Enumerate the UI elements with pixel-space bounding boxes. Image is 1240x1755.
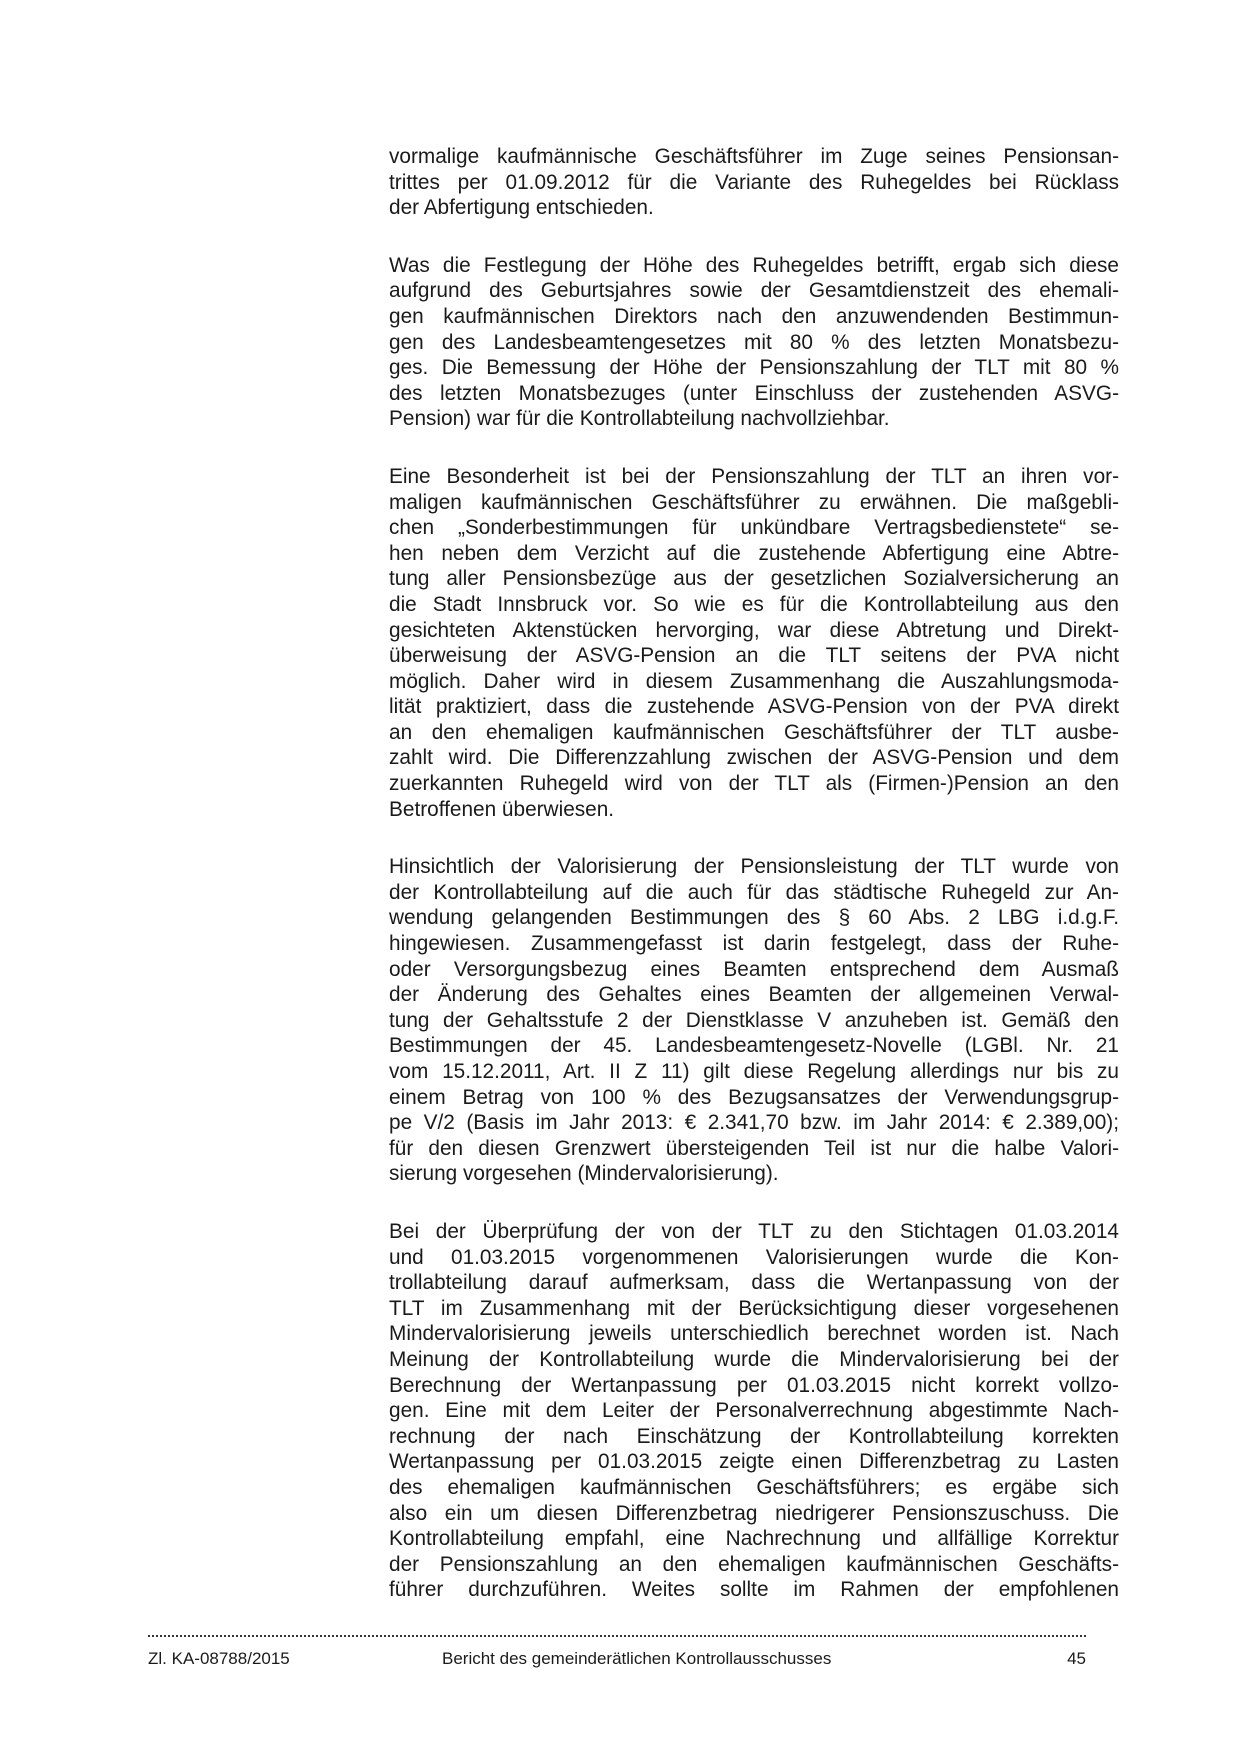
text-line: TLT im Zusammenhang mit der Berücksichtigung dieser vorgesehenen	[389, 1296, 1119, 1320]
text-line: tung der Gehaltsstufe 2 der Dienstklasse V anzuheben ist. Gemäß den	[389, 1008, 1119, 1032]
text-line: an den ehemaligen kaufmännischen Geschäftsführer der TLT ausbe-	[389, 720, 1119, 744]
text-line: ges. Die Bemessung der Höhe der Pensionszahlung der TLT mit 80 %	[389, 356, 1119, 380]
text-line: aufgrund des Geburtsjahres sowie der Gesamtdienstzeit des ehemali-	[389, 279, 1119, 303]
text-line: zahlt wird. Die Differenzzahlung zwischen der ASVG-Pension und dem	[389, 746, 1119, 770]
text-line: chen „Sonderbestimmungen für unkündbare Vertragsbedienstete“ se-	[389, 516, 1119, 540]
text-line: die Stadt Innsbruck vor. So wie es für die Kontrollabteilung aus den	[389, 592, 1119, 616]
document-reference: Zl. KA-08788/2015	[148, 1649, 290, 1668]
page-footer	[148, 1648, 1086, 1672]
footer-divider	[148, 1635, 1086, 1637]
text-line: Meinung der Kontrollabteilung wurde die Mindervalorisierung bei der	[389, 1347, 1119, 1371]
text-line: rechnung der nach Einschätzung der Kontrollabteilung korrekten	[389, 1424, 1119, 1448]
text-line: einem Betrag von 100 % des Bezugsansatzes der Verwendungsgrup-	[389, 1085, 1119, 1109]
text-line: für den diesen Grenzwert übersteigenden Teil ist nur die halbe Valori-	[389, 1136, 1119, 1160]
text-line: möglich. Daher wird in diesem Zusammenhang die Auszahlungsmoda-	[389, 669, 1119, 693]
text-line: Hinsichtlich der Valorisierung der Pensionsleistung der TLT wurde von	[389, 855, 1119, 879]
text-line: gen kaufmännischen Direktors nach den anzuwendenden Bestimmun-	[389, 304, 1119, 328]
text-line: Kontrollabteilung empfahl, eine Nachrechnung und allfällige Korrektur	[389, 1527, 1119, 1551]
text-line: der Kontrollabteilung auf die auch für das städtische Ruhegeld zur An-	[389, 880, 1119, 904]
text-line: und 01.03.2015 vorgenommenen Valorisierungen wurde die Kon-	[389, 1245, 1119, 1269]
text-line: Wertanpassung per 01.03.2015 zeigte einen Differenzbetrag zu Lasten	[389, 1450, 1119, 1474]
paragraph	[389, 253, 1119, 432]
text-line: sierung vorgesehen (Mindervalorisierung).	[389, 1162, 779, 1186]
text-line: des ehemaligen kaufmännischen Geschäftsführers; es ergäbe sich	[389, 1475, 1119, 1499]
text-line: der Pensionszahlung an den ehemaligen kaufmännischen Geschäfts-	[389, 1552, 1119, 1576]
text-line: hen neben dem Verzicht auf die zustehende Abfertigung eine Abtre-	[389, 541, 1119, 565]
text-line: Mindervalorisierung jeweils unterschiedlich berechnet worden ist. Nach	[389, 1322, 1119, 1346]
paragraph	[389, 1219, 1119, 1603]
text-line: zuerkannten Ruhegeld wird von der TLT als (Firmen-)Pension an den	[389, 772, 1119, 796]
text-line: pe V/2 (Basis im Jahr 2013: € 2.341,70 bzw. im Jahr 2014: € 2.389,00);	[389, 1111, 1119, 1135]
text-line: überweisung der ASVG-Pension an die TLT seitens der PVA nicht	[389, 644, 1119, 668]
text-line: führer durchzuführen. Weites sollte im Rahmen der empfohlenen	[389, 1578, 1119, 1602]
page-number: 45	[1067, 1649, 1086, 1668]
text-line: Betroffenen überwiesen.	[389, 797, 615, 821]
text-line: oder Versorgungsbezug eines Beamten entsprechend dem Ausmaß	[389, 957, 1119, 981]
body-text	[389, 144, 1119, 1635]
text-line: Was die Festlegung der Höhe des Ruhegeldes betrifft, ergab sich diese	[389, 253, 1119, 277]
text-line: lität praktiziert, dass die zustehende ASVG-Pension von der PVA direkt	[389, 695, 1119, 719]
text-line: vom 15.12.2011, Art. II Z 11) gilt diese Regelung allerdings nur bis zu	[389, 1060, 1119, 1083]
text-line: der Abfertigung entschieden.	[389, 196, 654, 220]
text-line: vormalige kaufmännische Geschäftsführer im Zuge seines Pensionsan-	[389, 145, 1119, 168]
text-line: gen des Landesbeamtengesetzes mit 80 % des letzten Monatsbezu-	[389, 330, 1119, 354]
text-line: Pension) war für die Kontrollabteilung nachvollziehbar.	[389, 407, 890, 431]
text-line: tung aller Pensionsbezüge aus der gesetzlichen Sozialversicherung an	[389, 567, 1119, 591]
paragraph	[389, 144, 1119, 221]
text-line: Eine Besonderheit ist bei der Pensionszahlung der TLT an ihren vor-	[389, 464, 1119, 488]
paragraph	[389, 854, 1119, 1187]
paragraph	[389, 464, 1119, 822]
text-line: gen. Eine mit dem Leiter der Personalverrechnung abgestimmte Nach-	[389, 1399, 1119, 1423]
text-line: der Änderung des Gehaltes eines Beamten der allgemeinen Verwal-	[389, 983, 1119, 1007]
text-line: des letzten Monatsbezuges (unter Einschluss der zustehenden ASVG-	[389, 381, 1119, 405]
text-line: hingewiesen. Zusammengefasst ist darin festgelegt, dass der Ruhe-	[389, 932, 1119, 956]
text-line: Bestimmungen der 45. Landesbeamtengesetz-Novelle (LGBl. Nr. 21	[389, 1034, 1119, 1058]
text-line: maligen kaufmännischen Geschäftsführer zu erwähnen. Die maßgebli-	[389, 490, 1119, 514]
text-line: Berechnung der Wertanpassung per 01.03.2015 nicht korrekt vollzo-	[389, 1373, 1119, 1397]
text-line: trittes per 01.09.2012 für die Variante des Ruhegeldes bei Rücklass	[389, 170, 1119, 194]
text-line: also ein um diesen Differenzbetrag niedrigerer Pensionszuschuss. Die	[389, 1501, 1119, 1525]
text-line: gesichteten Aktenstücken hervorging, war diese Abtretung und Direkt-	[389, 618, 1119, 642]
text-line: wendung gelangenden Bestimmungen des § 60 Abs. 2 LBG i.d.g.F.	[389, 906, 1119, 930]
text-line: Bei der Überprüfung der von der TLT zu den Stichtagen 01.03.2014	[389, 1219, 1119, 1243]
text-line: trollabteilung darauf aufmerksam, dass die Wertanpassung von der	[389, 1271, 1119, 1295]
report-title: Bericht des gemeinderätlichen Kontrollausschusses	[442, 1649, 832, 1668]
